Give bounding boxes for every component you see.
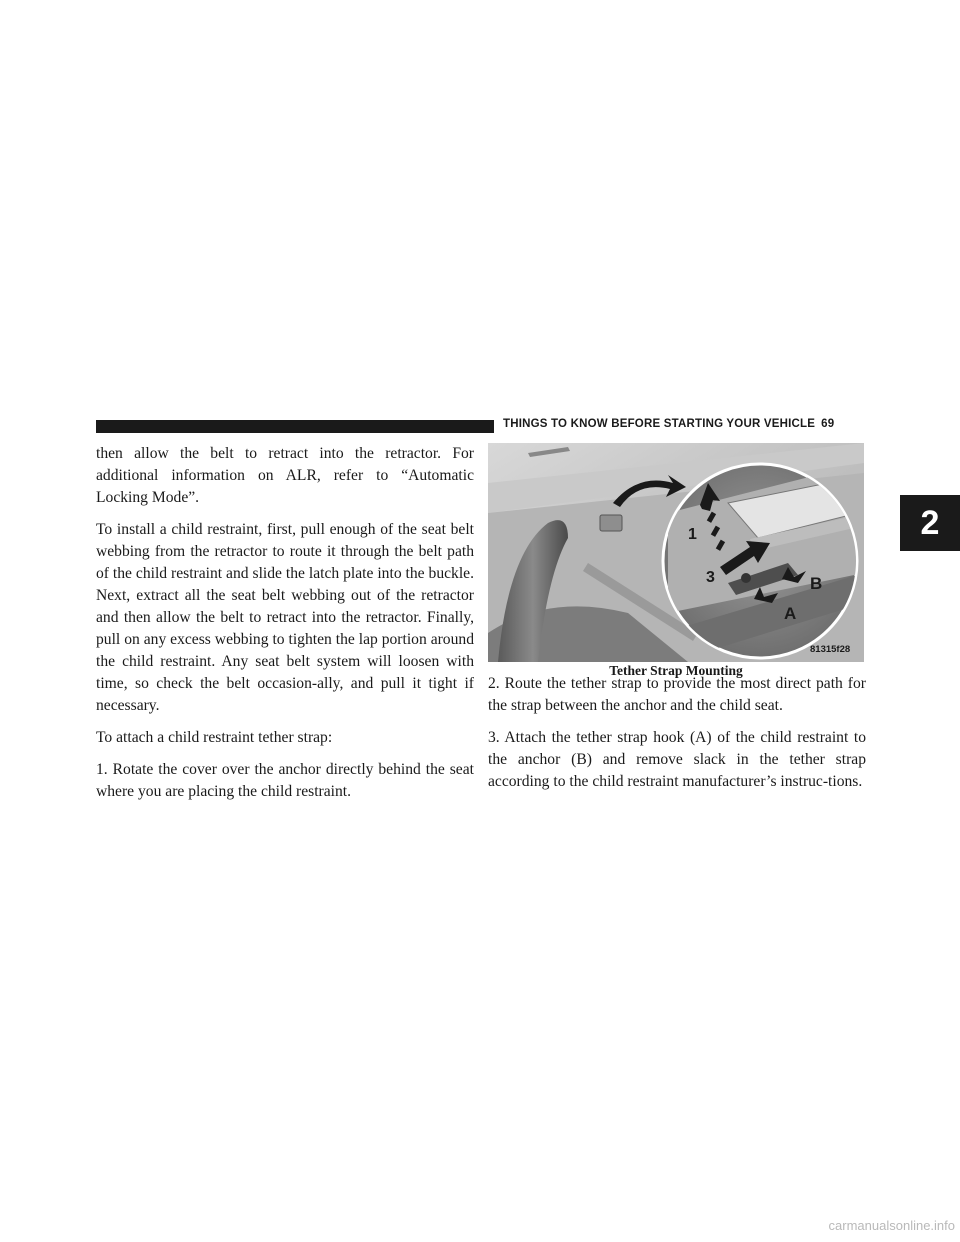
- anchor-cover-small: [600, 515, 622, 531]
- running-header: [503, 418, 863, 430]
- header-rule: [96, 420, 494, 433]
- right-column: [488, 673, 866, 803]
- tether-illustration: [488, 443, 864, 662]
- paragraph: 2. Route the tether strap to provide the most direct path for the strap between the anchor and the child seat.: [488, 675, 866, 714]
- watermark: carmanualsonline.info: [828, 1218, 955, 1233]
- chapter-tab[interactable]: 2: [900, 495, 960, 551]
- callout-3: 3: [706, 569, 715, 586]
- callout-b: B: [810, 574, 823, 593]
- callout-1: 1: [688, 526, 697, 543]
- paragraph: 3. Attach the tether strap hook (A) of the child restraint to the anchor (B) and remove slack in the tether strap according to the child restraint manufacturer’s instruc-tions.: [488, 729, 866, 790]
- paragraph: To attach a child restraint tether strap:: [96, 729, 333, 746]
- tether-strap-figure: [488, 443, 864, 662]
- paragraph: 1. Rotate the cover over the anchor directly behind the seat where you are placing the child restraint.: [96, 761, 474, 800]
- figure-caption: Tether Strap Mounting: [609, 663, 743, 678]
- callout-a: A: [784, 604, 797, 623]
- paragraph: then allow the belt to retract into the retractor. For additional information on ALR, refer to “Automatic Locking Mode”.: [96, 445, 474, 506]
- page-number: 69: [821, 418, 835, 430]
- left-column: [96, 443, 474, 813]
- section-title: THINGS TO KNOW BEFORE STARTING YOUR VEHICLE: [503, 418, 816, 430]
- paragraph: To install a child restraint, first, pull enough of the seat belt webbing from the retractor to route it through the belt path of the child restraint and slide the latch plate into the buckle. Next, extract all the seat belt webbing out of the retractor and then allow the belt to retract into the retractor. Finally, pull on any excess webbing to tighten the lap portion around the child restraint. Any seat belt system will loosen with time, so check the belt occasion-ally, and pull it tight if necessary.: [96, 521, 474, 714]
- figure-code: 81315f28: [810, 644, 851, 655]
